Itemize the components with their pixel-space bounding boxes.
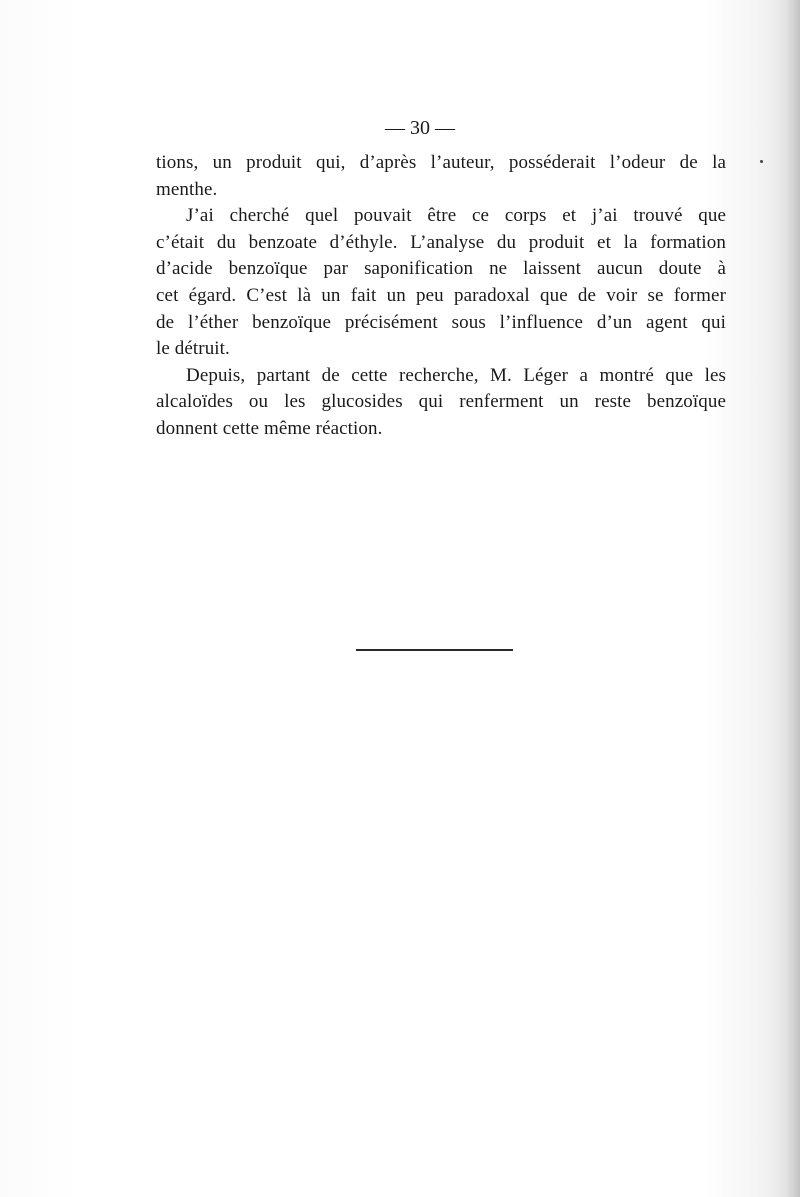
text-line: alcaloïdes ou les glucosides qui renferment un reste benzoïque — [156, 391, 726, 413]
text-line: de l’éther benzoïque précisément sous l’influence d’un agent qui — [156, 311, 726, 333]
paragraph-1 — [156, 150, 726, 203]
text-line: donnent cette même réaction. — [156, 417, 383, 439]
text-line: J’ai cherché quel pouvait être ce corps et j’ai trouvé que — [186, 205, 726, 227]
page-number: — 30 — — [385, 117, 455, 139]
body-text — [156, 150, 726, 443]
text-line: c’était du benzoate d’éthyle. L’analyse du produit et la formation — [156, 231, 726, 253]
section-end-rule — [356, 649, 513, 651]
text-line: cet égard. C’est là un fait un peu paradoxal que de voir se former — [156, 284, 726, 306]
stray-mark — [760, 160, 763, 163]
text-line: d’acide benzoïque par saponification ne laissent aucun doute à — [156, 258, 726, 280]
paragraph-3 — [156, 363, 726, 443]
page-edge-shadow — [786, 0, 800, 1197]
text-line: menthe. — [156, 178, 218, 200]
text-line: Depuis, partant de cette recherche, M. Léger a montré que les — [186, 364, 726, 386]
text-line: tions, un produit qui, d’après l’auteur, posséderait l’odeur de la — [156, 152, 726, 173]
paragraph-2 — [156, 203, 726, 363]
text-line: le détruit. — [156, 338, 230, 360]
